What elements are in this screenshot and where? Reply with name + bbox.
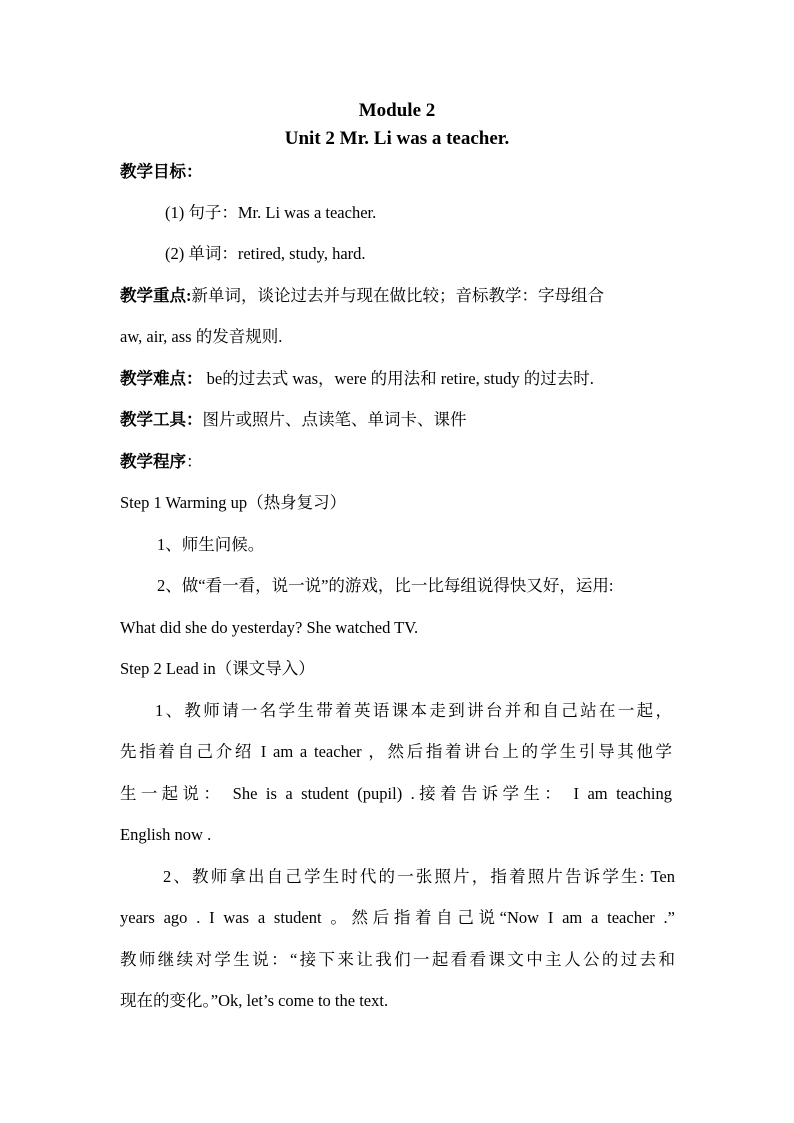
difficulties-text: be的过去式 was，were 的用法和 retire, study 的过去时. — [202, 369, 594, 388]
step2-paragraph-1-line-2: 先指着自己介绍 I am a teacher ，然后指着讲台上的学生引导其他学 — [120, 742, 672, 761]
step1-paragraph-2-line-1: 2、做“看一看，说一说”的游戏，比一比每组说得快又好，运用: — [157, 576, 614, 595]
step2-paragraph-2-line-1: 2、教师拿出自己学生时代的一张照片，指着照片告诉学生: Ten — [163, 867, 675, 886]
key-points-label: 教学重点: — [120, 286, 192, 305]
key-points-text: 新单词，谈论过去并与现在做比较；音标教学：字母组合 — [191, 286, 604, 305]
tools-line — [120, 408, 680, 432]
tools-label: 教学工具： — [120, 410, 203, 429]
difficulties-line — [120, 367, 680, 391]
step2-title: Step 2 Lead in（课文导入） — [120, 659, 315, 678]
step2-paragraph-2-line-3: 教师继续对学生说：“接下来让我们一起看看课文中主人公的过去和 — [120, 950, 675, 969]
step1-paragraph-2-line-2: What did she do yesterday? She watched TV. — [120, 618, 419, 637]
step2-paragraph-1-line-4: English now . — [120, 825, 212, 844]
tools-text: 图片或照片、点读笔、单词卡、课件 — [202, 410, 467, 429]
step2-paragraph-2-line-2: years ago . I was a student 。然后指着自己说“Now I am a teacher .” — [120, 908, 675, 927]
objective-item-1: (1) 句子：Mr. Li was a teacher. — [165, 203, 377, 222]
objective-item-2: (2) 单词：retired, study, hard. — [165, 244, 366, 263]
objectives-label: 教学目标： — [120, 162, 203, 181]
key-points-line-1 — [120, 284, 680, 308]
step1-title: Step 1 Warming up（热身复习） — [120, 493, 347, 512]
step1-paragraph-1: 1、师生问候。 — [157, 535, 265, 554]
procedure-line — [120, 450, 680, 474]
step2-paragraph-1-line-1: 1、教师请一名学生带着英语课本走到讲台并和自己站在一起， — [155, 701, 672, 720]
step2-paragraph-2-line-4: 现在的变化。”Ok, let’s come to the text. — [120, 991, 389, 1010]
step2-paragraph-1-line-3: 生一起说： She is a student (pupil) .接着告诉学生： I am teaching — [120, 784, 672, 803]
procedure-label: 教学程序 — [120, 452, 186, 471]
difficulties-label: 教学难点： — [120, 369, 203, 388]
unit-title: Unit 2 Mr. Li was a teacher. — [284, 128, 510, 149]
procedure-colon: ： — [186, 452, 203, 471]
key-points-line-2: aw, air, ass 的发音规则. — [120, 327, 283, 346]
module-title: Module 2 — [358, 100, 436, 121]
